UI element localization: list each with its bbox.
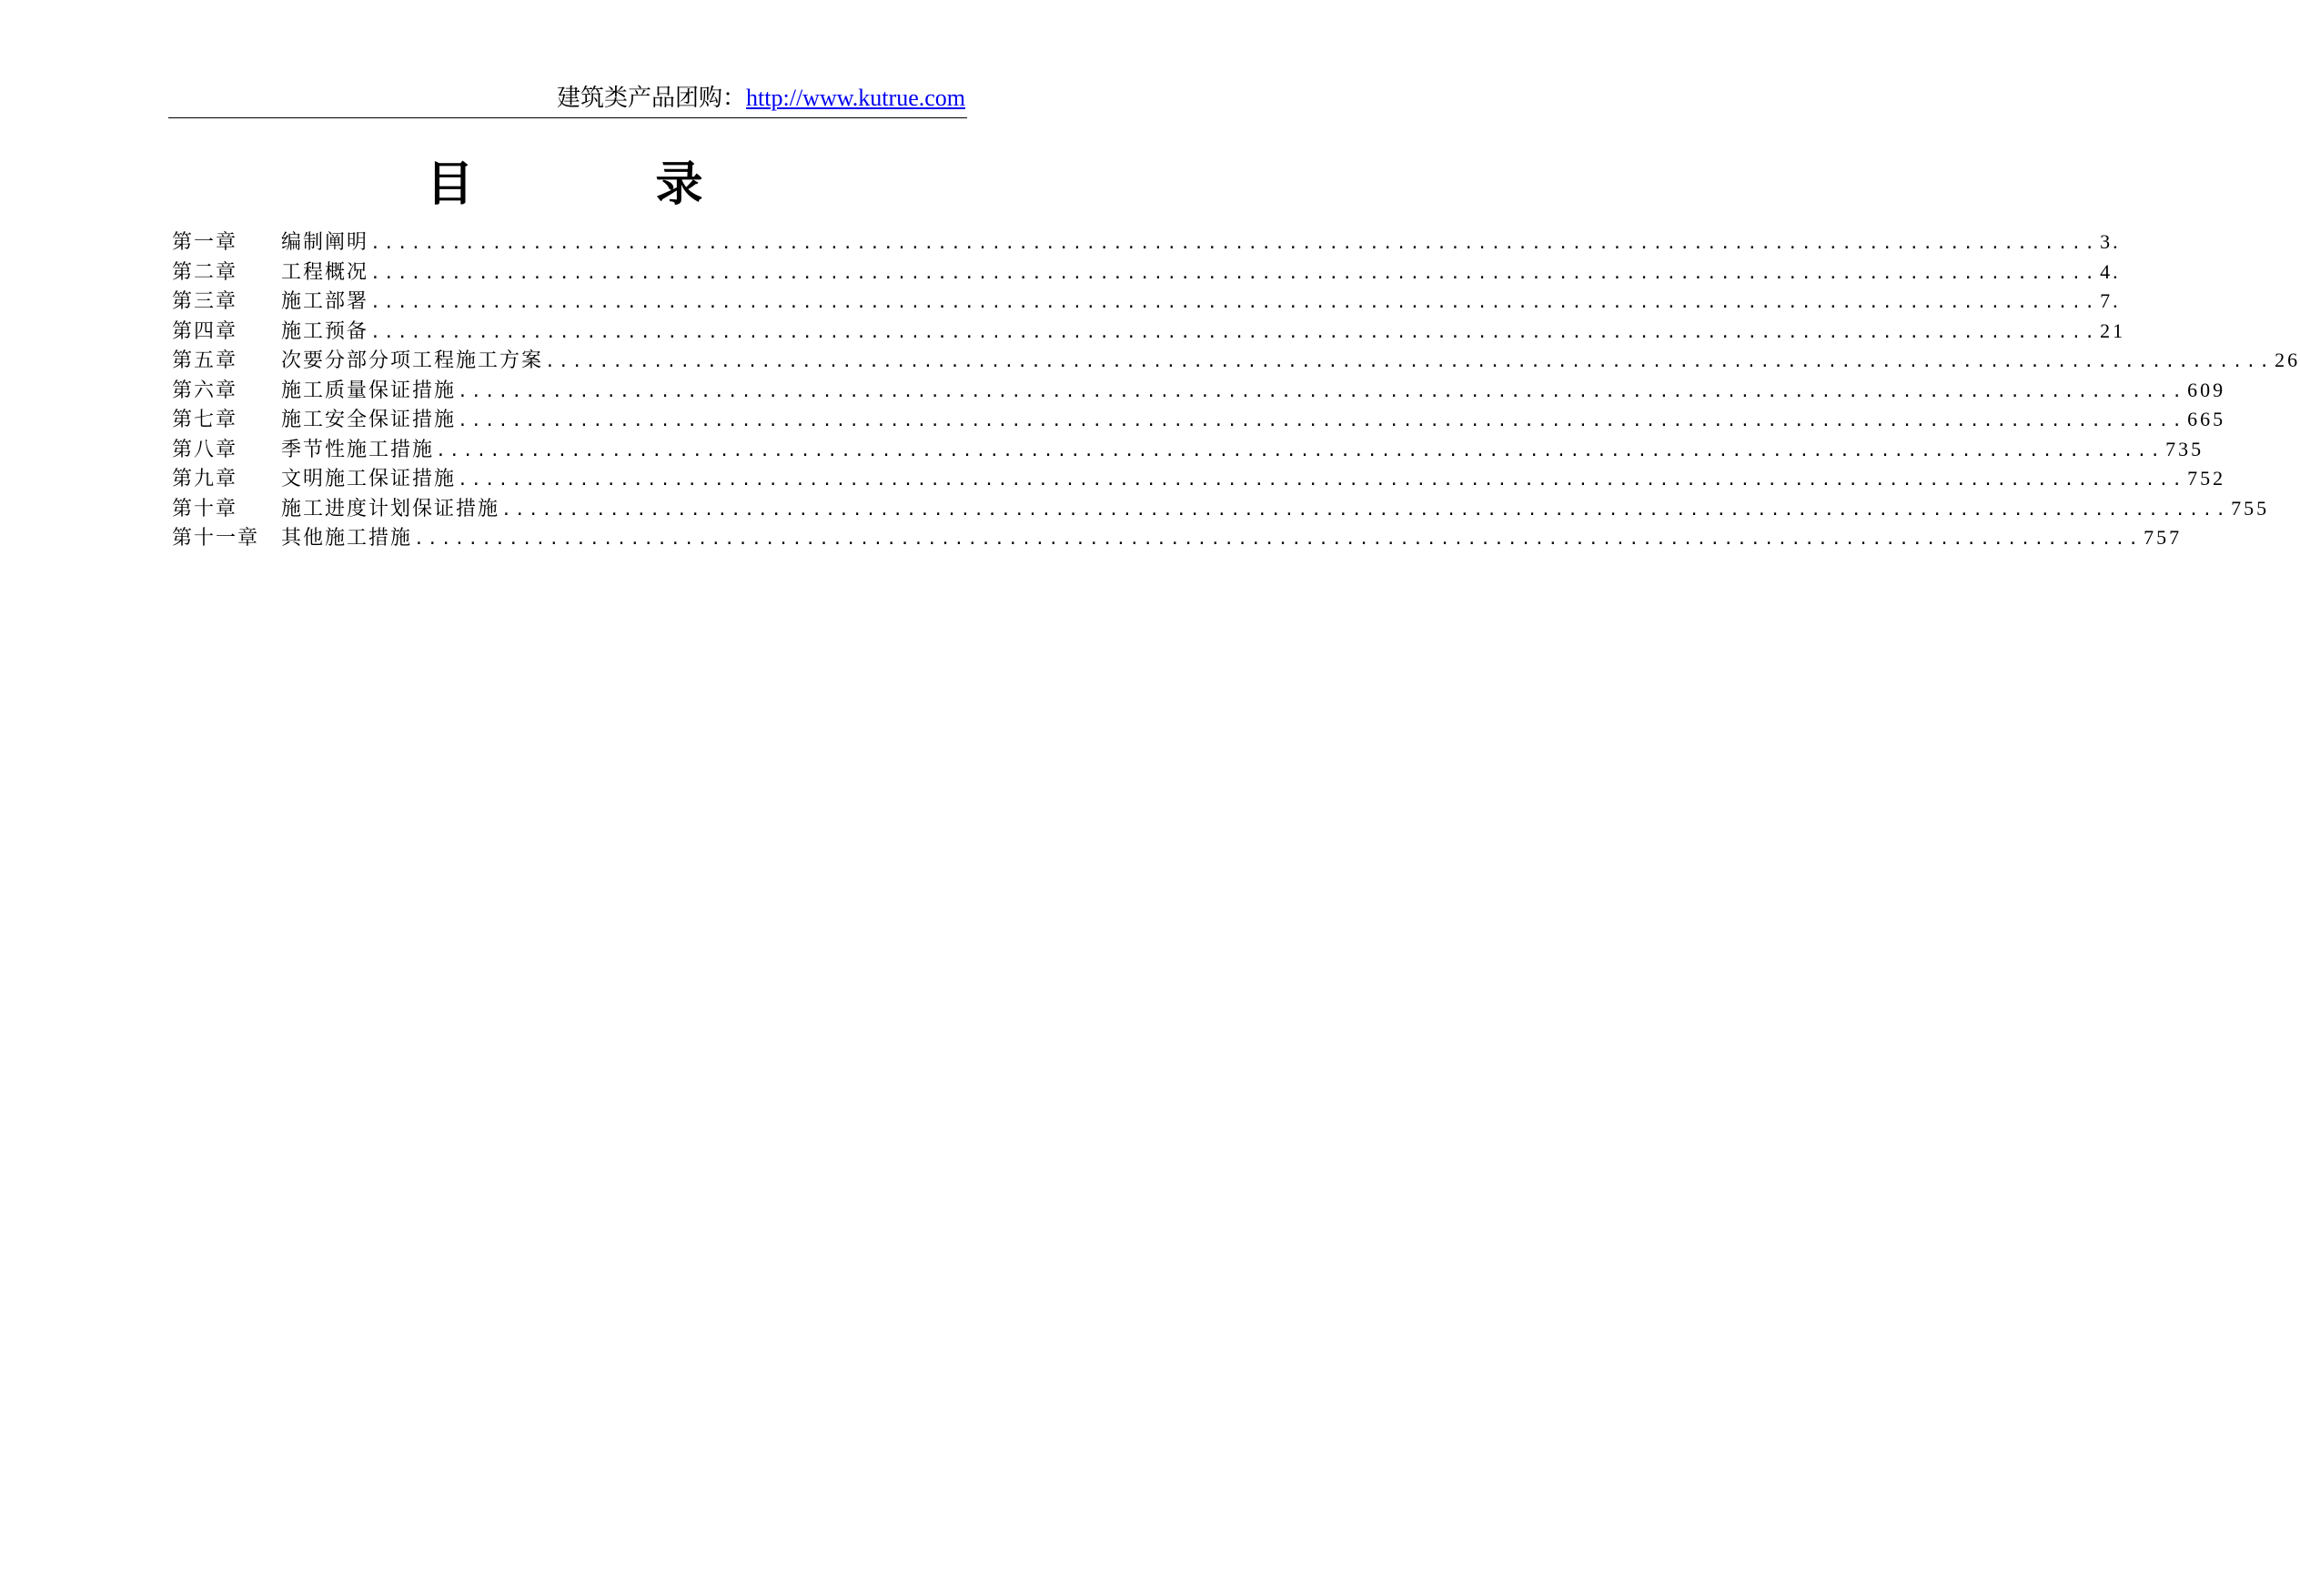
toc-entry[interactable] (172, 317, 2126, 347)
toc-chapter: 第四章 (172, 319, 238, 343)
toc-leader: ................................................................................................................................ (370, 322, 2099, 342)
toc-chapter: 第七章 (172, 409, 238, 431)
toc-title: 施工质量保证措施 (281, 379, 457, 402)
toc-entry[interactable] (172, 258, 2121, 288)
toc-entry[interactable] (172, 405, 2226, 435)
page-title (0, 153, 1129, 217)
toc-title: 施工部署 (281, 290, 369, 313)
toc-page-number: 755 (2231, 496, 2270, 520)
header-link[interactable]: http://www.kutrue.com (746, 85, 965, 111)
table-of-contents (172, 227, 2300, 553)
toc-page-number: 7. (2100, 289, 2121, 312)
toc-chapter: 第一章 (172, 231, 238, 254)
toc-leader: ................................................................................................................................ (370, 234, 2099, 253)
toc-entry[interactable] (172, 523, 2183, 553)
toc-page-number: 4. (2100, 259, 2121, 283)
toc-entry[interactable] (172, 494, 2270, 524)
toc-page-number: 665 (2187, 408, 2226, 430)
page-header (168, 80, 965, 116)
toc-chapter: 第八章 (172, 438, 238, 461)
toc-title: 季节性施工措施 (281, 438, 435, 461)
toc-leader: ................................................................................................................................ (458, 411, 2186, 430)
toc-chapter: 第九章 (172, 468, 238, 490)
toc-entry[interactable] (172, 435, 2204, 465)
toc-leader: ................................................................................................................................ (458, 470, 2186, 490)
toc-leader: ................................................................................................................................ (545, 352, 2274, 371)
toc-leader: ................................................................................................................................ (370, 263, 2099, 283)
toc-title: 其他施工措施 (281, 527, 413, 550)
toc-chapter: 第六章 (172, 379, 238, 402)
title-char-1: 目 (426, 157, 474, 212)
header-label: 建筑类产品团购： (557, 85, 747, 112)
toc-entry[interactable] (172, 346, 2300, 376)
toc-leader: ................................................................................................................................ (414, 530, 2143, 549)
toc-chapter: 第五章 (172, 349, 238, 372)
toc-page-number: 21 (2100, 318, 2126, 342)
toc-entry[interactable] (172, 287, 2121, 317)
toc-leader: ................................................................................................................................ (370, 293, 2099, 312)
toc-title: 施工进度计划保证措施 (281, 497, 500, 520)
toc-entry[interactable] (172, 227, 2121, 258)
toc-title: 次要分部分项工程施工方案 (281, 349, 544, 372)
toc-leader: ................................................................................................................................ (501, 500, 2230, 520)
toc-title: 工程概况 (281, 260, 369, 284)
toc-title: 施工预备 (281, 319, 369, 343)
toc-page-number: 752 (2187, 467, 2226, 490)
toc-title: 施工安全保证措施 (281, 409, 457, 431)
toc-page-number: 26 (2275, 348, 2300, 371)
toc-page-number: 609 (2187, 378, 2226, 401)
toc-page-number: 757 (2144, 526, 2183, 549)
toc-page-number: 3. (2100, 230, 2121, 253)
toc-entry[interactable] (172, 376, 2226, 406)
toc-entry[interactable] (172, 464, 2226, 494)
toc-page-number: 735 (2165, 437, 2204, 460)
toc-leader: ................................................................................................................................ (436, 440, 2164, 460)
toc-title: 文明施工保证措施 (281, 468, 457, 490)
header-rule (168, 117, 967, 118)
toc-chapter: 第十一章 (172, 527, 260, 550)
toc-chapter: 第三章 (172, 290, 238, 313)
toc-chapter: 第十章 (172, 497, 238, 520)
toc-title: 编制阐明 (281, 231, 369, 254)
title-char-2: 录 (655, 157, 703, 212)
toc-leader: ................................................................................................................................ (458, 381, 2186, 401)
toc-chapter: 第二章 (172, 260, 238, 284)
